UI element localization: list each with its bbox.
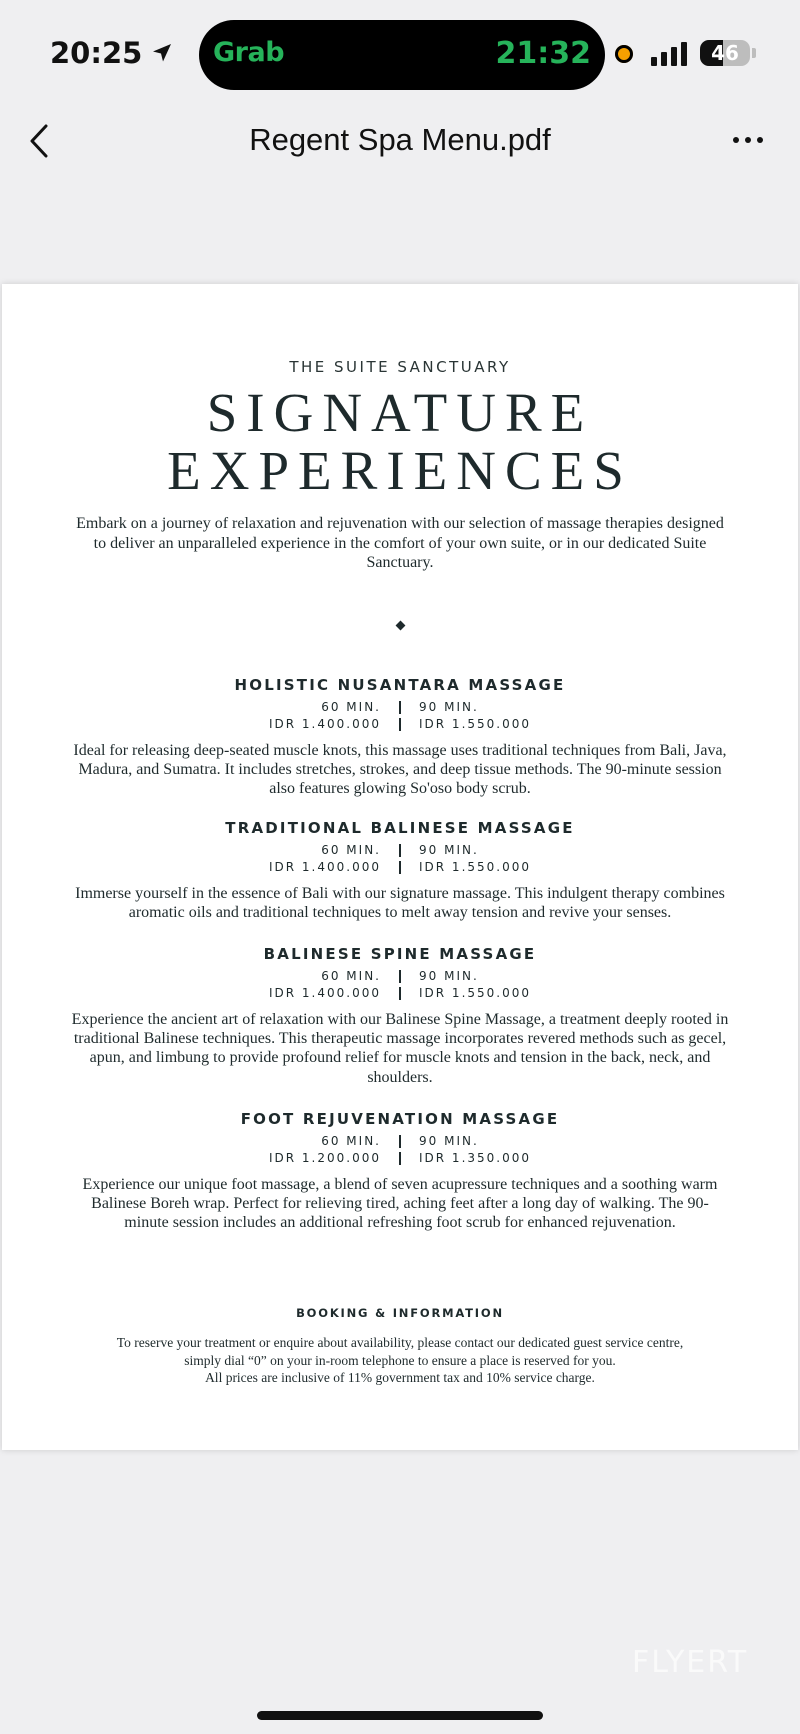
clock: 20:25: [50, 36, 143, 70]
more-button[interactable]: [724, 124, 772, 156]
island-timer: 21:32: [495, 36, 591, 71]
duration: 90 MIN.: [419, 843, 479, 857]
price-grid: [2, 842, 798, 876]
duration: 60 MIN.: [321, 969, 381, 983]
home-indicator[interactable]: [257, 1711, 543, 1720]
price-grid: [2, 1133, 798, 1167]
price: IDR 1.350.000: [419, 1151, 532, 1165]
price: IDR 1.400.000: [268, 860, 381, 874]
intro-paragraph: Embark on a journey of relaxation and rejuvenation with our selection of massage therapies designed to deliver an unparalleled experience in the comfort of your own suite, or in our dedicated Suite Sanctuary.: [76, 515, 724, 571]
treatment-name: FOOT REJUVENATION MASSAGE: [240, 1110, 560, 1128]
treatment-name: TRADITIONAL BALINESE MASSAGE: [225, 819, 575, 837]
battery-icon: [700, 40, 750, 66]
price-grid: [2, 699, 798, 733]
duration: 90 MIN.: [419, 1134, 479, 1148]
eyebrow: THE SUITE SANCTUARY: [289, 358, 511, 376]
battery-percent: 46: [711, 41, 739, 65]
location-arrow-icon: [150, 41, 174, 65]
duration: 60 MIN.: [321, 843, 381, 857]
duration: 60 MIN.: [321, 1134, 381, 1148]
status-time: [50, 36, 174, 70]
treatment-description: Experience the ancient art of relaxation with our Balinese Spine Massage, a treatment deeply rooted in traditional Balinese techniques. This therapeutic massage incorporates revered methods such as gecel, apun, and limbung to provide profound relief for muscle knots and tension in the back, neck, and shoulders.: [71, 1011, 729, 1086]
ellipsis-icon: [733, 137, 739, 143]
booking-line: All prices are inclusive of 11% government tax and 10% service charge.: [205, 1370, 595, 1385]
recording-dot-icon: [615, 45, 633, 63]
headline-line-2: EXPERIENCES: [167, 440, 633, 501]
dynamic-island[interactable]: [199, 20, 605, 90]
treatment-balinese-spine: [2, 942, 798, 1087]
duration: 90 MIN.: [419, 969, 479, 983]
booking-line: To reserve your treatment or enquire about availability, please contact our dedicated guest service centre,: [116, 1335, 684, 1350]
watermark: FLYERT: [632, 1645, 749, 1680]
price: IDR 1.200.000: [268, 1151, 381, 1165]
booking-text: [72, 1334, 728, 1387]
pdf-page[interactable]: [2, 284, 798, 1450]
island-app-label: Grab: [213, 37, 285, 68]
duration: 60 MIN.: [321, 700, 381, 714]
treatment-name: BALINESE SPINE MASSAGE: [263, 945, 537, 963]
price-grid: [2, 968, 798, 1002]
headline-line-1: SIGNATURE: [206, 382, 594, 443]
price: IDR 1.550.000: [419, 986, 532, 1000]
page-title: Regent Spa Menu.pdf: [249, 122, 551, 157]
treatment-description: Ideal for releasing deep-seated muscle knots, this massage uses traditional techniques from Bali, Java, Madura, and Sumatra. It includes stretches, strokes, and deep tissue methods. The 90-minute session also features glowing So'oso body scrub.: [73, 742, 727, 798]
booking-title: BOOKING & INFORMATION: [296, 1306, 504, 1320]
price: IDR 1.400.000: [268, 717, 381, 731]
diamond-divider-icon: [396, 621, 406, 631]
treatment-name: HOLISTIC NUSANTARA MASSAGE: [234, 676, 566, 694]
treatment-description: Immerse yourself in the essence of Bali with our signature massage. This indulgent therapy combines aromatic oils and traditional techniques to melt away tension and revive your senses.: [75, 885, 725, 922]
booking-line: simply dial “0” on your in-room telephone to ensure a place is reserved for you.: [184, 1352, 616, 1368]
price: IDR 1.550.000: [419, 860, 532, 874]
treatment-traditional-balinese: [2, 816, 798, 922]
price: IDR 1.400.000: [268, 986, 381, 1000]
duration: 90 MIN.: [419, 700, 479, 714]
headline: [2, 384, 798, 500]
price: IDR 1.550.000: [419, 717, 532, 731]
treatment-description: Experience our unique foot massage, a blend of seven acupressure techniques and a soothing warm Balinese Boreh wrap. Perfect for relieving tired, aching feet after a long day of walking. The 90-minute session includes an additional refreshing foot scrub for enhanced rejuvenation.: [82, 1176, 718, 1232]
battery-tip: [752, 48, 756, 58]
cellular-signal-icon: [651, 42, 687, 66]
treatment-foot-rejuvenation: [2, 1107, 798, 1233]
treatment-holistic-nusantara: [2, 673, 798, 799]
